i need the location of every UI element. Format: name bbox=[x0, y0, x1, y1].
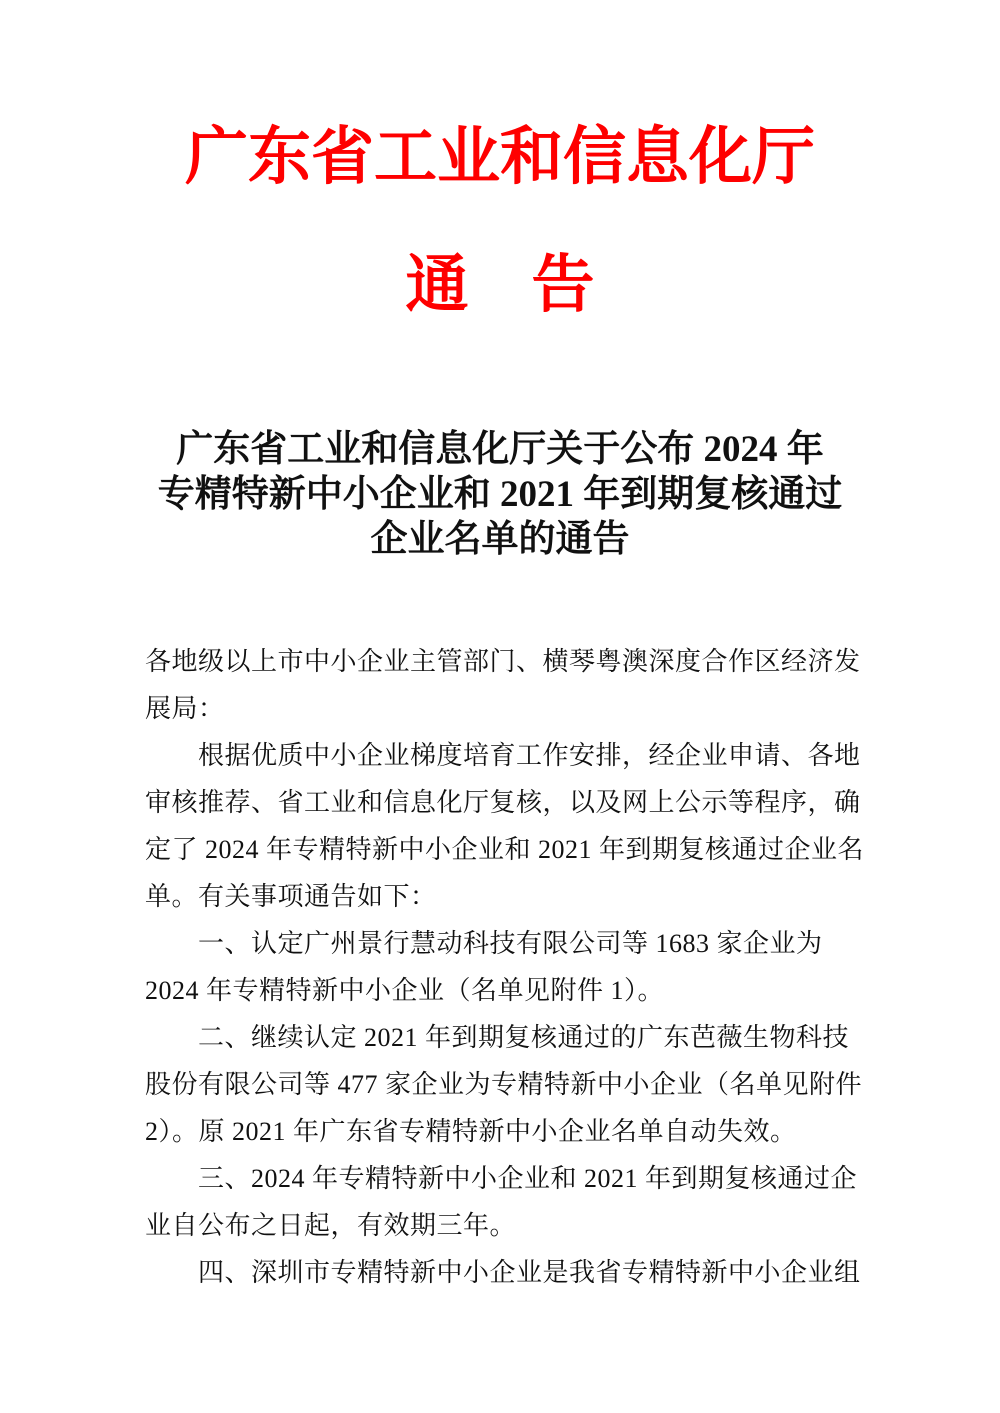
body-line-intro-2: 审核推荐、省工业和信息化厅复核，以及网上公示等程序，确 bbox=[145, 788, 861, 817]
body-line-item-4: 四、深圳市专精特新中小企业是我省专精特新中小企业组 bbox=[198, 1258, 861, 1287]
body-line-item-2: 二、继续认定 2021 年到期复核通过的广东芭薇生物科技 bbox=[198, 1023, 850, 1052]
body-line-intro: 根据优质中小企业梯度培育工作安排，经企业申请、各地 bbox=[198, 741, 861, 770]
body-line-salutation-2: 展局： bbox=[145, 694, 225, 723]
body-line-item-2c: 2）。原 2021 年广东省专精特新中小企业名单自动失效。 bbox=[145, 1117, 797, 1146]
body-line-item-1: 一、认定广州景行慧动科技有限公司等 1683 家企业为 bbox=[198, 929, 823, 958]
notice-title-line-3: 企业名单的通告 bbox=[370, 519, 630, 560]
body-line-item-1b: 2024 年专精特新中小企业（名单见附件 1）。 bbox=[145, 976, 665, 1005]
notice-title-line-1: 广东省工业和信息化厅关于公布 2024 年 bbox=[176, 429, 824, 470]
notice-type-heading: 通 告 bbox=[405, 250, 595, 320]
notice-title bbox=[0, 427, 1000, 562]
notice-body bbox=[145, 638, 865, 1296]
body-line-item-3: 三、2024 年专精特新中小企业和 2021 年到期复核通过企 bbox=[198, 1164, 858, 1193]
body-line-item-2b: 股份有限公司等 477 家企业为专精特新中小企业（名单见附件 bbox=[145, 1070, 863, 1099]
agency-masthead: 广东省工业和信息化厅 bbox=[185, 122, 815, 192]
body-line-intro-3: 定了 2024 年专精特新中小企业和 2021 年到期复核通过企业名 bbox=[145, 835, 865, 864]
body-line-item-3b: 业自公布之日起，有效期三年。 bbox=[145, 1211, 517, 1240]
notice-title-line-2: 专精特新中小企业和 2021 年到期复核通过 bbox=[157, 474, 843, 515]
body-line-intro-4: 单。有关事项通告如下： bbox=[145, 882, 437, 911]
body-line-salutation: 各地级以上市中小企业主管部门、横琴粤澳深度合作区经济发 bbox=[145, 647, 861, 676]
